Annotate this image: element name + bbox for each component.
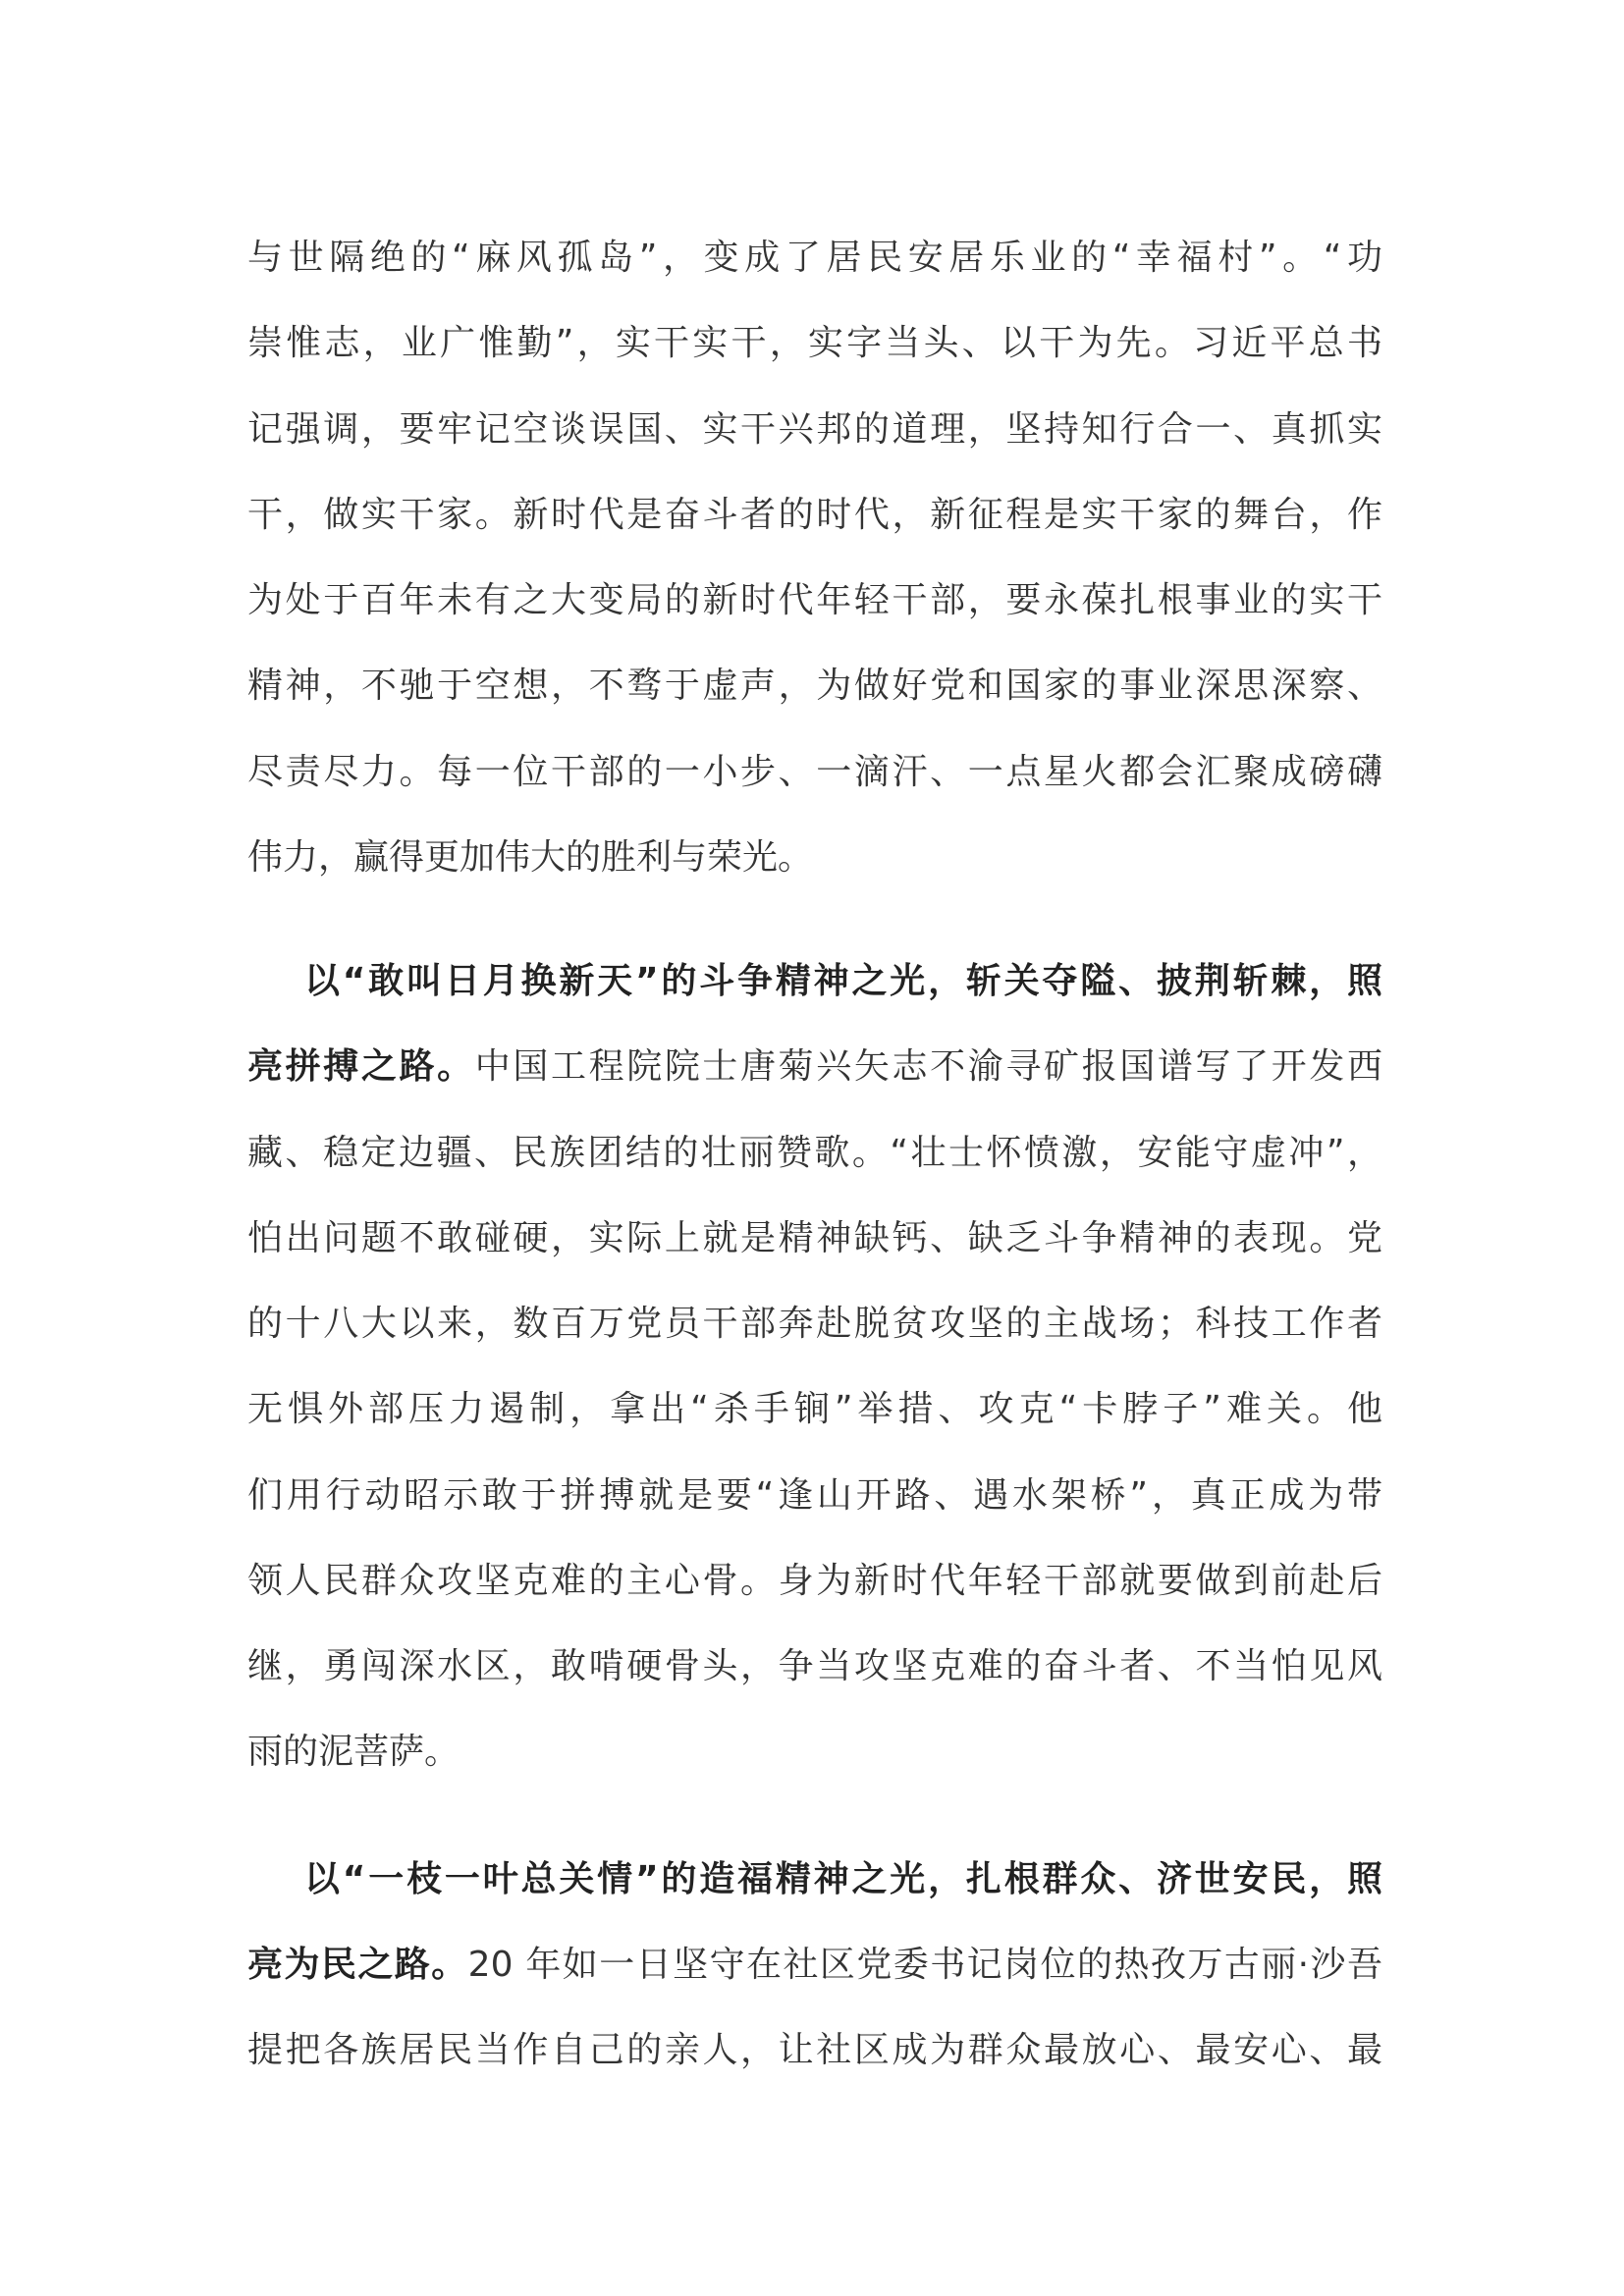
- paragraph-2-line: [247, 1729, 1382, 1776]
- paragraph-2-line: [247, 1558, 1382, 1605]
- body-text: 为处于百年未有之大变局的新时代年轻干部，要永葆扎根事业的实干: [247, 580, 1382, 620]
- paragraph-3-line: [304, 1856, 1382, 1903]
- body-text: 的十八大以来，数百万党员干部奔赴脱贫攻坚的主战场；科技工作者: [247, 1304, 1382, 1344]
- paragraph-2-line: [247, 1130, 1382, 1177]
- body-text: 记强调，要牢记空谈误国、实干兴邦的道理，坚持知行合一、真抓实: [247, 409, 1382, 450]
- paragraph-1-line: [247, 492, 1382, 539]
- paragraph-2-line: [304, 958, 1382, 1005]
- body-text: 伟力，赢得更加伟大的胜利与荣光。: [247, 837, 814, 878]
- paragraph-1-line: [247, 663, 1382, 710]
- paragraph-2-line: [247, 1301, 1382, 1348]
- paragraph-2-line: [247, 1643, 1382, 1690]
- paragraph-3-line: [247, 2027, 1382, 2074]
- paragraph-2-line: [247, 1043, 1382, 1091]
- body-text: 20 年如一日坚守在社区党委书记岗位的热孜万古丽·沙吾: [467, 1945, 1382, 1985]
- bold-heading-text: 亮为民之路。: [247, 1945, 468, 1985]
- paragraph-2-line: [247, 1386, 1382, 1433]
- paragraph-1-line: [247, 577, 1382, 624]
- body-text: 们用行动昭示敢于拼搏就是要“逢山开路、遇水架桥”，真正成为带: [247, 1475, 1382, 1516]
- paragraph-1-line: [247, 235, 1382, 282]
- paragraph-2-line: [247, 1215, 1382, 1262]
- body-text: 崇惟志，业广惟勤”，实干实干，实字当头、以干为先。习近平总书: [247, 323, 1382, 363]
- bold-heading-text: 以“一枝一叶总关情”的造福精神之光，扎根群众、济世安民，照: [304, 1859, 1382, 1899]
- body-text: 继，勇闯深水区，敢啃硬骨头，争当攻坚克难的奋斗者、不当怕见风: [247, 1646, 1382, 1686]
- body-text: 怕出问题不敢碰硬，实际上就是精神缺钙、缺乏斗争精神的表现。党: [247, 1218, 1382, 1258]
- paragraph-1-line: [247, 749, 1382, 796]
- paragraph-2-line: [247, 1472, 1382, 1520]
- body-text: 干，做实干家。新时代是奋斗者的时代，新征程是实干家的舞台，作: [247, 495, 1382, 535]
- body-text: 雨的泥菩萨。: [247, 1732, 460, 1772]
- paragraph-3-line: [247, 1942, 1382, 1989]
- bold-heading-text: 亮拼搏之路。: [247, 1046, 475, 1087]
- bold-heading-text: 以“敢叫日月换新天”的斗争精神之光，斩关夺隘、披荆斩棘，照: [304, 961, 1382, 1001]
- paragraph-1-line: [247, 320, 1382, 367]
- body-text: 无惧外部压力遏制，拿出“杀手锏”举措、攻克“卡脖子”难关。他: [247, 1389, 1382, 1429]
- body-text: 藏、稳定边疆、民族团结的壮丽赞歌。“壮士怀愤激，安能守虚冲”，: [247, 1133, 1382, 1173]
- body-text: 尽责尽力。每一位干部的一小步、一滴汗、一点星火都会汇聚成磅礴: [247, 752, 1382, 792]
- body-text: 提把各族居民当作自己的亲人，让社区成为群众最放心、最安心、最: [247, 2030, 1382, 2070]
- body-text: 精神，不驰于空想，不骛于虚声，为做好党和国家的事业深思深察、: [247, 666, 1382, 706]
- paragraph-1-line: [247, 406, 1382, 454]
- body-text: 与世隔绝的“麻风孤岛”，变成了居民安居乐业的“幸福村”。“功: [247, 238, 1382, 278]
- body-text: 中国工程院院士唐菊兴矢志不渝寻矿报国谱写了开发西: [474, 1046, 1382, 1087]
- paragraph-1-line: [247, 834, 1382, 881]
- body-text: 领人民群众攻坚克难的主心骨。身为新时代年轻干部就要做到前赴后: [247, 1561, 1382, 1601]
